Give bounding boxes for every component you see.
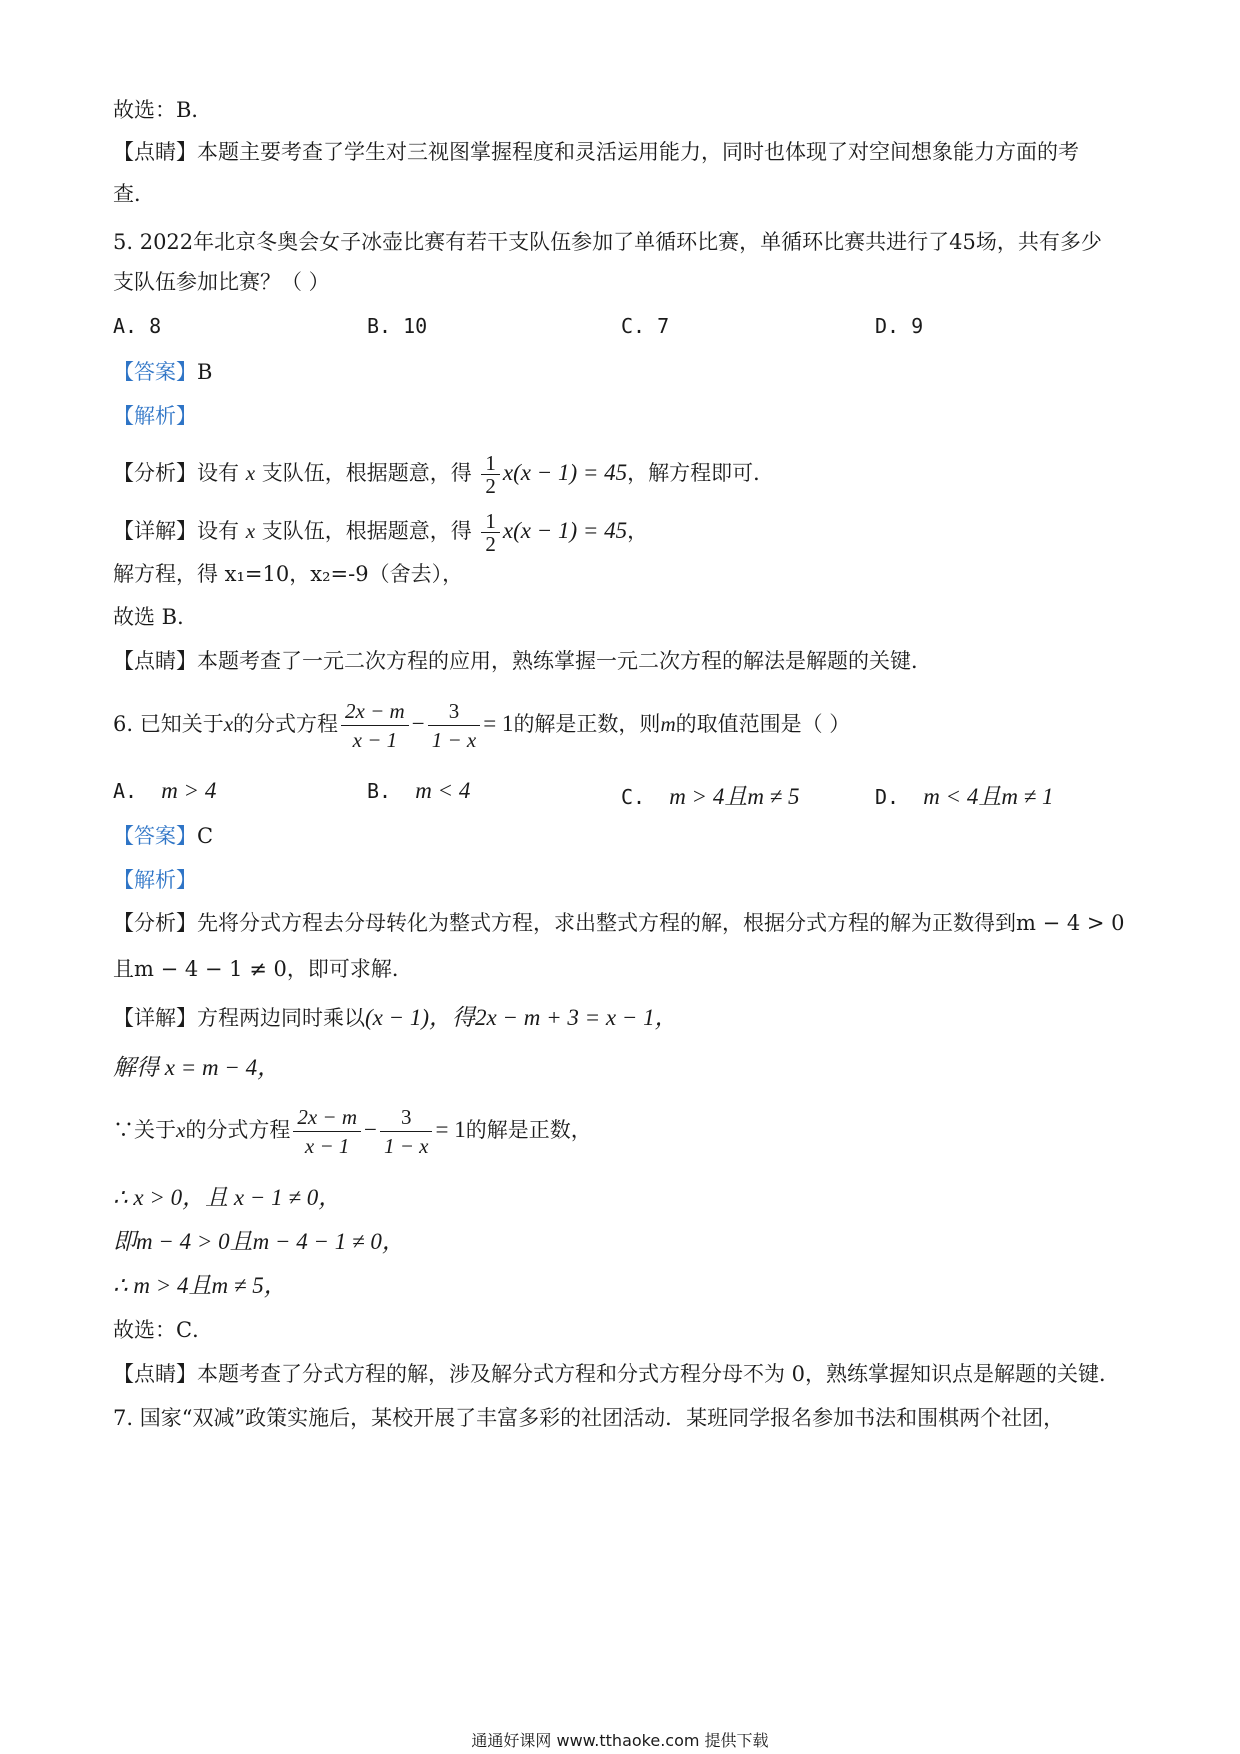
var-x: x: [176, 1118, 186, 1142]
text: 的分式方程: [185, 1118, 291, 1142]
analysis-tag-5: 【解析】: [113, 404, 197, 428]
solution-5: 解方程，得 x₁=10，x₂=-9（舍去），: [113, 562, 464, 586]
fraction-half: $\frac{1}{2}$: [481, 452, 500, 497]
q6-option-b: B. m < 4: [367, 778, 471, 803]
q6-option-c: C. m > 4且m ≠ 5: [621, 784, 800, 809]
var-m: m: [660, 712, 676, 736]
text: 【分析】设有: [113, 461, 239, 485]
equals-one: = 1: [483, 711, 514, 736]
equation: x(x − 1) = 45: [502, 518, 628, 543]
footer-watermark: 通通好课网 www.tthaoke.com 提供下载: [471, 1731, 769, 1750]
analysis-6-cont: 且m − 4 − 1 ≠ 0，即可求解．: [113, 957, 413, 981]
detail-6-line-3: [113, 1098, 1140, 1162]
text: ，解方程即可．: [627, 461, 775, 485]
text: 【详解】方程两边同时乘以: [113, 1006, 365, 1030]
selection-line: 故选：B．: [113, 98, 213, 122]
fraction-2: $\frac{3}{1 - x}$: [380, 1103, 433, 1160]
q6-option-a: A. m > 4: [113, 778, 217, 803]
fraction-2: $\frac{3}{1 - x}$: [428, 697, 481, 754]
var-x: x: [223, 712, 234, 736]
var-x: x: [245, 461, 256, 485]
fraction-1: $\frac{2x - m}{x - 1}$: [341, 697, 409, 754]
text: 6. 已知关于: [113, 712, 224, 736]
question-5-text: 5. 2022年北京冬奥会女子冰壶比赛有若干支队伍参加了单循环比赛，单循环比赛共进行了45场，共有多少: [113, 230, 1102, 254]
detail-6-line-6: ∴ m > 4且m ≠ 5，: [113, 1273, 287, 1298]
question-7-text: 7. 国家“双减”政策实施后，某校开展了丰富多彩的社团活动．某班同学报名参加书法和围棋两个社团，: [113, 1406, 1065, 1430]
question-6-text: [113, 692, 1140, 756]
text: 的解是正数，: [465, 1118, 592, 1142]
answer-6: [113, 822, 1140, 850]
answer-5: [113, 358, 1140, 386]
fraction-1: $\frac{2x - m}{x - 1}$: [293, 1103, 361, 1160]
fraction-half: $\frac{1}{2}$: [481, 510, 500, 555]
answer-tag: 【答案】: [113, 360, 197, 384]
detail-6-line-5: 即m − 4 > 0且m − 4 − 1 ≠ 0，: [113, 1229, 405, 1254]
equals-one: = 1: [435, 1117, 466, 1142]
text: 的解是正数，则: [513, 712, 661, 736]
q6-option-d: D. m < 4且m ≠ 1: [875, 784, 1054, 809]
minus: −: [364, 1117, 377, 1142]
q5-option-d: D. 9: [875, 314, 924, 338]
selection-5: 故选 B．: [113, 605, 199, 629]
analysis-tag-6: 【解析】: [113, 868, 197, 892]
comment-5: 【点睛】本题考查了一元二次方程的应用，熟练掌握一元二次方程的解法是解题的关键．: [113, 649, 932, 673]
minus: −: [411, 711, 425, 736]
text: 支队伍，根据题意，得: [261, 461, 472, 485]
analysis-5: [113, 445, 1140, 501]
text: 支队伍，根据题意，得: [261, 519, 472, 543]
text: 的取值范围是（ ）: [675, 712, 851, 736]
answer-tag: 【答案】: [113, 824, 197, 848]
q5-option-a: A. 8: [113, 314, 162, 338]
analysis-6: 【分析】先将分式方程去分母转化为整式方程，求出整式方程的解，根据分式方程的解为正数得到m − 4 > 0: [113, 911, 1125, 935]
answer-value: B: [197, 360, 213, 384]
equation: (x − 1)，得2x − m + 3 = x − 1，: [365, 1005, 678, 1030]
text: ，: [627, 519, 649, 543]
detail-6-line-1: [113, 1004, 1140, 1032]
question-5-text-cont: 支队伍参加比赛？（ ）: [113, 270, 330, 294]
detail-5: [113, 503, 1140, 559]
var-x: x: [245, 519, 256, 543]
text: 【详解】设有: [113, 519, 239, 543]
detail-6-line-2: 解得 x = m − 4，: [113, 1055, 281, 1080]
text: ∵关于: [113, 1118, 176, 1142]
equation: x(x − 1) = 45: [502, 460, 628, 485]
detail-6-line-4: ∴ x > 0，且 x − 1 ≠ 0，: [113, 1185, 342, 1210]
q5-option-b: B. 10: [367, 314, 428, 338]
answer-value: C: [197, 824, 214, 848]
selection-6: 故选：C．: [113, 1318, 214, 1342]
text: 的分式方程: [233, 712, 339, 736]
comment-6: 【点睛】本题考查了分式方程的解，涉及解分式方程和分式方程分母不为 0，熟练掌握知识点是解题的关键．: [113, 1362, 1121, 1386]
comment-line-cont: 查．: [113, 182, 155, 206]
comment-line: 【点睛】本题主要考查了学生对三视图掌握程度和灵活运用能力，同时也体现了对空间想象能力方面的考: [113, 140, 1079, 164]
q5-option-c: C. 7: [621, 314, 670, 338]
